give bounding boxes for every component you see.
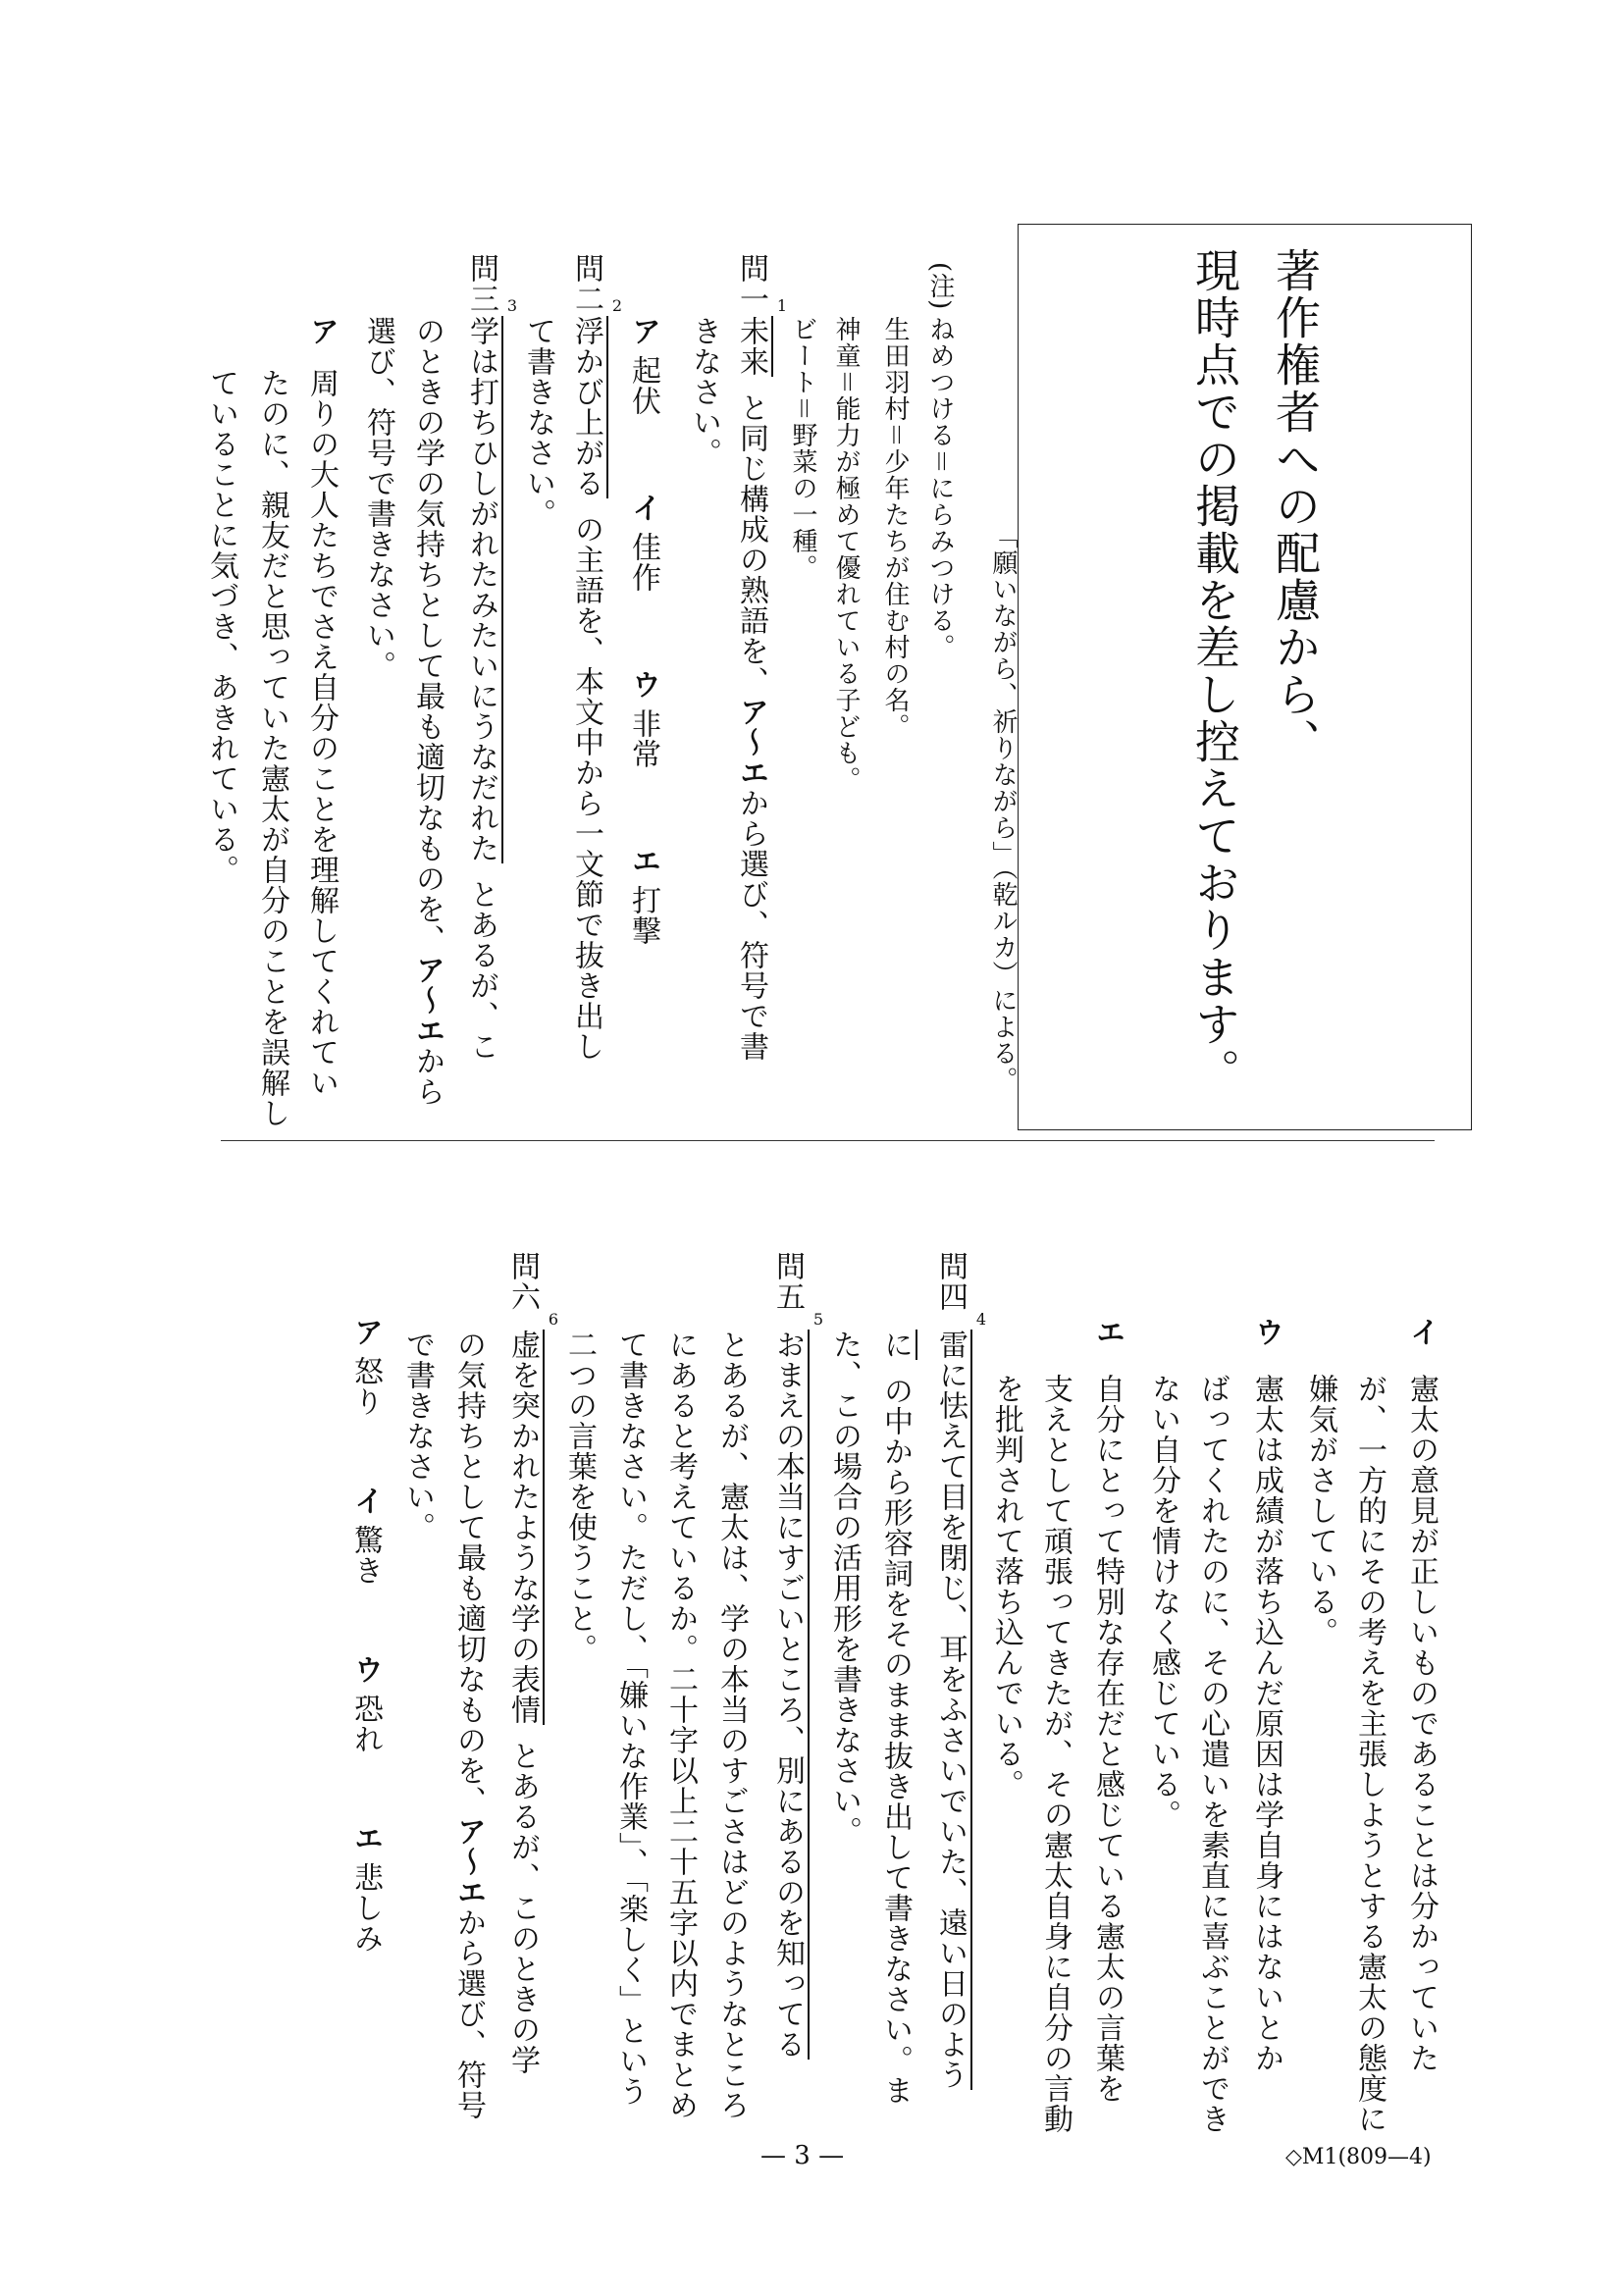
sidelined-word bbox=[734, 296, 787, 377]
choice-mark: エ bbox=[1090, 1317, 1125, 1347]
sidelined-phrase bbox=[933, 1310, 986, 2090]
question-label: 問二 bbox=[569, 253, 603, 314]
choice-text: 恐れ bbox=[348, 1694, 383, 1754]
choice-text: 佳作 bbox=[626, 532, 660, 593]
question-text-cont: にあると考えているか。二十字以上二十五字以内でまとめ bbox=[663, 1330, 698, 2120]
question-text-cont: 二つの言葉を使うこと。 bbox=[562, 1330, 597, 1664]
target-word: 未来 bbox=[734, 316, 768, 377]
choice-mark: イ bbox=[626, 493, 660, 523]
note-item: ねめつける＝にらみつける。 bbox=[925, 316, 955, 661]
sideline-number: 2 bbox=[611, 296, 622, 315]
question-text-cont: て書きなさい。 bbox=[521, 316, 555, 529]
target-word: 学は打ちひしがれたみたいにうなだれた bbox=[464, 316, 498, 863]
question-text-cont: 選び、符号で書きなさい。 bbox=[361, 316, 395, 681]
sidelined-phrase-cont bbox=[878, 1330, 917, 1360]
question-text: の主語を、本文中から一文節で抜き出し bbox=[569, 514, 603, 1062]
exam-code: ◇M1(809—4) bbox=[1285, 2145, 1432, 2169]
choice-range: ア～エ bbox=[734, 697, 768, 788]
question-5 bbox=[769, 1251, 823, 2075]
source-citation: 「願いながら、祈りながら」（乾ルカ）による。 bbox=[988, 523, 1018, 1093]
choice-text: 怒り bbox=[348, 1356, 383, 1417]
question-text-cont bbox=[450, 1330, 486, 2120]
copyright-notice-box bbox=[1018, 224, 1472, 1130]
target-phrase: 雷に怯えて目を閉じ、耳をふさいでいた、遠い日のよう bbox=[933, 1330, 968, 2090]
choice-mark: エ bbox=[348, 1823, 383, 1853]
choice-mark: ウ bbox=[626, 669, 660, 700]
question-label: 問四 bbox=[933, 1251, 968, 1312]
choice-mark: イ bbox=[1404, 1317, 1439, 1347]
sidelined-word bbox=[569, 296, 622, 498]
note-item: 神童＝能力が極めて優れている子ども。 bbox=[831, 316, 861, 794]
choice-mark: ウ bbox=[1249, 1317, 1283, 1347]
note-item: 生田羽村＝少年たちが住む村の名。 bbox=[880, 316, 910, 741]
question-label: 問三 bbox=[464, 253, 498, 314]
question-text: とあるが、このときの学 bbox=[505, 1741, 540, 2075]
choice-text-cont: ばってくれたのに、その心遣いを素直に喜ぶことができ bbox=[1195, 1374, 1230, 2134]
question-text: のときの学の気持ちとして最も適切なものを、 bbox=[410, 316, 445, 955]
choice-mark: エ bbox=[626, 846, 660, 876]
question-text: とあるが、こ bbox=[464, 879, 498, 1062]
choice-i[interactable] bbox=[625, 493, 660, 669]
choice-u[interactable] bbox=[347, 1654, 383, 1823]
question-label: 問五 bbox=[770, 1251, 805, 1312]
sideline-number: 3 bbox=[506, 296, 517, 315]
q3-choice-a[interactable] bbox=[303, 316, 339, 1098]
target-phrase: 虚を突かれたような学の表情 bbox=[505, 1330, 540, 1725]
question-2 bbox=[568, 253, 622, 1062]
choice-text-cont: 嫌気がさしている。 bbox=[1303, 1374, 1337, 1647]
page-number: — 3 — bbox=[760, 2141, 845, 2170]
choice-mark: ウ bbox=[348, 1654, 383, 1685]
sidelined-phrase bbox=[770, 1310, 823, 2060]
question-text-cont: とあるが、憲太は、学の本当のすごさはどのようなところ bbox=[714, 1330, 749, 2120]
choice-i[interactable] bbox=[347, 1486, 383, 1654]
choice-text-cont: ていることに気づき、あきれている。 bbox=[204, 368, 238, 885]
choice-u[interactable] bbox=[625, 669, 660, 846]
question-label: 問六 bbox=[505, 1251, 540, 1312]
note-item: ビート＝野菜の一種。 bbox=[788, 316, 817, 582]
choice-mark: ア bbox=[304, 316, 339, 346]
choice-mark: イ bbox=[348, 1486, 383, 1516]
question-text-cont bbox=[409, 316, 445, 1107]
notice-line: 著作権者への配慮から、 bbox=[1269, 247, 1322, 765]
choice-text: 悲しみ bbox=[348, 1862, 383, 1954]
question-text-cont bbox=[877, 1330, 913, 2106]
question-6 bbox=[504, 1251, 558, 2075]
choice-text-cont: 支えとして頑張ってきたが、その憲太自身に自分の言動 bbox=[1038, 1374, 1073, 2134]
choice-text: 打撃 bbox=[626, 885, 660, 946]
choice-mark: ア bbox=[626, 316, 660, 346]
choice-text-cont: ない自分を情けなく感じている。 bbox=[1146, 1374, 1180, 1830]
target-phrase: に bbox=[878, 1330, 913, 1360]
question-4 bbox=[932, 1251, 986, 2090]
choice-a[interactable] bbox=[625, 316, 660, 493]
choice-text: 驚き bbox=[348, 1525, 383, 1586]
question-text-cont: きなさい。 bbox=[687, 316, 721, 468]
sidelined-phrase bbox=[505, 1310, 558, 1725]
section-divider bbox=[221, 1140, 1435, 1141]
sideline-number: 4 bbox=[975, 1310, 986, 1329]
q3-choice-e[interactable] bbox=[1089, 1317, 1125, 2104]
choice-text: 非常 bbox=[626, 708, 660, 769]
question-text: から bbox=[410, 1046, 445, 1107]
choice-text-cont: たのに、親友だと思っていた憲太が自分のことを誤解し bbox=[255, 368, 289, 1128]
question-label: 問一 bbox=[734, 253, 768, 314]
question-text: の気持ちとして最も適切なものを、 bbox=[451, 1330, 486, 1816]
question-text-cont: て書きなさい。ただし、「嫌いな作業」、「楽しく」という bbox=[613, 1330, 648, 2107]
sideline-number: 5 bbox=[812, 1310, 823, 1329]
target-phrase: おまえの本当にすごいところ、別にあるのを知ってる bbox=[770, 1330, 805, 2060]
choice-text: 自分にとって特別な存在だと感じている憲太の言葉を bbox=[1090, 1374, 1125, 2104]
question-text-cont: た、この場合の活用形を書きなさい。 bbox=[827, 1330, 862, 1847]
note-first bbox=[924, 262, 956, 660]
sidelined-word bbox=[464, 296, 517, 863]
choice-text-cont: が、一方的にその考えを主張しようとする憲太の態度に bbox=[1352, 1374, 1387, 2134]
q3-choice-u[interactable] bbox=[1248, 1317, 1283, 2073]
choice-text: 憲太は成績が落ち込んだ原因は学自身にはないとか bbox=[1249, 1374, 1283, 2073]
q6-choices bbox=[347, 1317, 383, 1992]
question-3 bbox=[463, 253, 517, 1062]
notes-label: (注) bbox=[925, 262, 955, 311]
choice-text-cont: を批判されて落ち込んでいる。 bbox=[989, 1374, 1023, 1800]
choice-text: 憲太の意見が正しいものであることは分かっていた bbox=[1404, 1374, 1439, 2073]
question-text: から選び、符号 bbox=[451, 1907, 486, 2120]
choice-range: ア～エ bbox=[451, 1816, 486, 1907]
choice-range: ア～エ bbox=[410, 955, 445, 1046]
q1-choices bbox=[625, 316, 660, 1022]
target-word: 浮かび上がる bbox=[569, 316, 603, 498]
notice-line: 現時点での掲載を差し控えております。 bbox=[1188, 247, 1241, 1095]
question-text: から選び、符号で書 bbox=[734, 788, 768, 1062]
question-1 bbox=[733, 253, 787, 1062]
choice-e[interactable] bbox=[625, 846, 660, 1022]
choice-a[interactable] bbox=[347, 1317, 383, 1486]
question-text: と同じ構成の熟語を、 bbox=[734, 392, 768, 697]
choice-text: 周りの大人たちでさえ自分のことを理解してくれてい bbox=[304, 368, 339, 1098]
sideline-number: 1 bbox=[776, 296, 787, 315]
question-text: の中から形容詞をそのまま抜き出して書きなさい。ま bbox=[878, 1376, 913, 2106]
choice-mark: ア bbox=[348, 1317, 383, 1347]
sideline-number: 6 bbox=[548, 1310, 558, 1329]
question-text-cont: で書きなさい。 bbox=[400, 1330, 435, 1542]
q3-choice-i[interactable] bbox=[1403, 1317, 1439, 2073]
choice-e[interactable] bbox=[347, 1823, 383, 1992]
choice-text: 起伏 bbox=[626, 355, 660, 416]
